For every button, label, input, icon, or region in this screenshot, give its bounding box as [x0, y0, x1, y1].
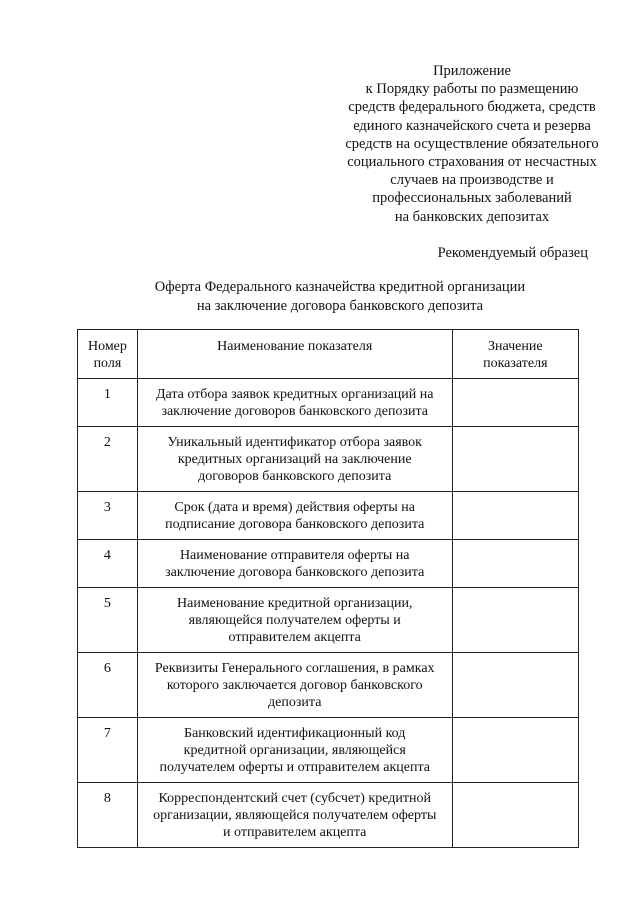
indicator-name-cell: Банковский идентификационный код кредитной организации, являющейся получателем оферты и отправителем акцепта	[137, 718, 452, 783]
indicator-name-cell: Наименование отправителя оферты на заключение договора банковского депозита	[137, 540, 452, 588]
indicator-name-cell: Дата отбора заявок кредитных организаций на заключение договоров банковского депозита	[137, 379, 452, 427]
indicator-name-cell: Уникальный идентификатор отбора заявок кредитных организаций на заключение договоров банковского депозита	[137, 427, 452, 492]
appendix-note	[330, 62, 614, 226]
table-row	[78, 588, 579, 653]
appendix-line: средств федерального бюджета, средств	[348, 99, 596, 116]
table-row	[78, 379, 579, 427]
field-number-cell: 1	[78, 379, 138, 427]
header-indicator-name: Наименование показателя	[137, 330, 452, 379]
indicator-name-cell: Корреспондентский счет (субсчет) кредитной организации, являющейся получателем оферты и отправителем акцепта	[137, 783, 452, 848]
indicator-value-cell[interactable]	[452, 653, 578, 718]
appendix-line: к Порядку работы по размещению	[365, 81, 579, 98]
title-line: Оферта Федерального казначейства кредитной организации	[154, 279, 526, 295]
indicator-value-cell[interactable]	[452, 718, 578, 783]
appendix-line: профессиональных заболеваний	[372, 190, 572, 207]
table-row	[78, 427, 579, 492]
indicator-value-cell[interactable]	[452, 379, 578, 427]
field-number-cell: 2	[78, 427, 138, 492]
appendix-line: социального страхования от несчастных	[347, 154, 597, 171]
table-row	[78, 653, 579, 718]
table-row	[78, 783, 579, 848]
indicator-value-cell[interactable]	[452, 588, 578, 653]
appendix-line: на банковских депозитах	[394, 208, 550, 225]
table-row	[78, 540, 579, 588]
table-header-row	[78, 330, 579, 379]
table-row	[78, 492, 579, 540]
field-number-cell: 6	[78, 653, 138, 718]
field-number-cell: 7	[78, 718, 138, 783]
header-indicator-value: Значение показателя	[452, 330, 578, 379]
recommended-sample-label: Рекомендуемый образец	[437, 245, 588, 261]
indicator-name-cell: Реквизиты Генерального соглашения, в рамках которого заключается договор банковского депозита	[137, 653, 452, 718]
appendix-line: Приложение	[433, 63, 511, 79]
indicator-name-cell: Срок (дата и время) действия оферты на подписание договора банковского депозита	[137, 492, 452, 540]
document-title	[80, 278, 600, 315]
field-number-cell: 3	[78, 492, 138, 540]
appendix-line: средств на осуществление обязательного	[345, 135, 599, 152]
indicator-value-cell[interactable]	[452, 492, 578, 540]
indicator-name-cell: Наименование кредитной организации, являющейся получателем оферты и отправителем акцепта	[137, 588, 452, 653]
indicator-value-cell[interactable]	[452, 540, 578, 588]
field-number-cell: 8	[78, 783, 138, 848]
indicator-value-cell[interactable]	[452, 427, 578, 492]
title-line: на заключение договора банковского депозита	[196, 297, 484, 314]
indicator-value-cell[interactable]	[452, 783, 578, 848]
field-number-cell: 5	[78, 588, 138, 653]
appendix-line: случаев на производстве и	[390, 172, 554, 189]
header-field-number: Номер поля	[78, 330, 138, 379]
field-number-cell: 4	[78, 540, 138, 588]
appendix-line: единого казначейского счета и резерва	[353, 117, 591, 134]
table-row	[78, 718, 579, 783]
offer-fields-table	[77, 329, 579, 848]
